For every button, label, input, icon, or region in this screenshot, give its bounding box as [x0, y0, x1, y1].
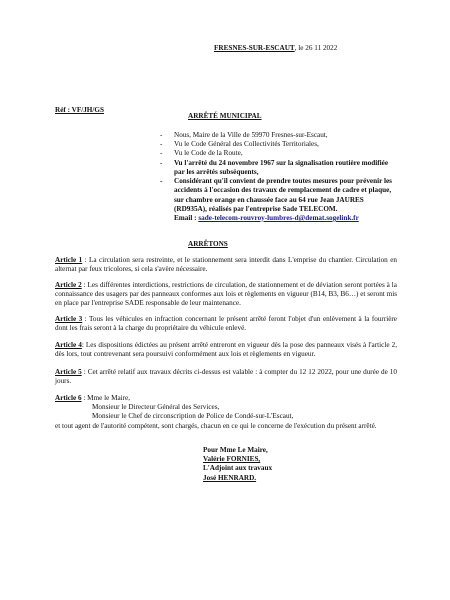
article-4 — [55, 341, 397, 359]
article-5 — [55, 368, 397, 386]
article-text: : Mme le Maire, — [81, 394, 131, 402]
email-link[interactable]: sade-telecom-rouvroy-lumbres-d@demat.sogelink.fr — [198, 213, 359, 222]
article-label: Article 3 — [55, 315, 83, 323]
article-6-recipient: Monsieur le Directeur Général des Services, — [92, 403, 220, 412]
article-2 — [55, 281, 397, 309]
article-label: Article 4 — [55, 341, 82, 349]
article-text: : Les différentes interdictions, restrictions de circulation, de stationnement et de déviation seront portées à la connaissance des usagers par des panneaux conformes aux lois et règlements en vigueur (B14, B3, B6…) et seront mis en place par l'entreprise SADE responsable de leur maintenance. — [55, 281, 397, 308]
email-label: Email : — [174, 213, 199, 222]
article-1 — [55, 256, 397, 274]
signature-line: L'Adjoint aux travaux — [203, 464, 273, 473]
document-header — [214, 44, 337, 53]
article-label: Article 5 — [55, 368, 82, 376]
article-text: : Cet arrêté relatif aux travaux décrits ci-dessus est valable : à compter du 12 12 2022, pour une durée de 10 jours. — [55, 368, 397, 386]
article-label: Article 6 — [55, 394, 82, 402]
article-6-intro — [55, 394, 397, 403]
signature-name: Valérie FORNIES, — [203, 455, 261, 464]
considerant-item: - Vu le Code Général des Collectivités Territoriales, — [160, 140, 392, 149]
article-6 — [55, 394, 397, 431]
signature-block — [203, 446, 272, 483]
considerant-item: - Nous, Maire de la Ville de 59970 Fresnes-sur-Escaut, — [160, 131, 392, 140]
article-6-final: et tout agent de l'autorité compétent, sont chargés, chacun en ce qui le concerne de l'exécution du présent arrêté. — [55, 421, 377, 430]
article-label: Article 2 — [55, 281, 82, 289]
city-name: FRESNES-SUR-ESCAUT — [214, 44, 295, 52]
signature-name: José HENRARD. — [203, 473, 257, 482]
considerant-text: Considérant qu'il convient de prendre toutes mesures pour prévenir les accidents à l'occasion des travaux de remplacement de cadre et plaque, sur chambre orange en chaussée face au 64 rue Jean JAURES (RD935A), réalisés par l'entreprise Sade TELECOM. — [174, 177, 392, 213]
article-text: : Les dispositions édictées au présent arrêté entreront en vigueur dès la pose des panneaux visés à l'article 2, dès lors, tout contrevenant sera poursuivi conformément aux lois et règlements en vigueur. — [55, 341, 397, 359]
article-3 — [55, 315, 397, 333]
considerant-item-final — [160, 177, 392, 223]
article-label: Article 1 — [55, 256, 83, 264]
arretons-heading: ARRÊTONS — [188, 240, 228, 248]
considerants-list — [160, 131, 392, 223]
article-6-recipient: Monsieur le Chef de circonscription de Police de Condé-sur-L'Escaut, — [92, 412, 294, 421]
reference: Réf : VF/JH/GS — [55, 106, 104, 114]
article-text: : Tous les véhicules en infraction concernant le présent arrêté feront l'objet d'un enlèvement à la fourrière dont les frais seront à la charge du propriétaire du véhicule enlevé. — [55, 315, 397, 333]
considerant-item: - Vu le Code de la Route, — [160, 149, 392, 158]
document-title: ARRÊTÉ MUNICIPAL — [188, 112, 262, 120]
signature-line: Pour Mme Le Maire, — [203, 446, 268, 454]
article-text: : La circulation sera restreinte, et le stationnement sera interdit dans L'emprise du chantier. Circulation en alternat par feux tricolores, si cela s'avère nécessaire. — [55, 256, 397, 274]
document-date: , le 26 11 2022 — [294, 44, 338, 52]
considerant-item: - Vu l'arrêté du 24 novembre 1967 sur la signalisation routière modifiée par les arrêtés subséquents, — [160, 159, 392, 177]
